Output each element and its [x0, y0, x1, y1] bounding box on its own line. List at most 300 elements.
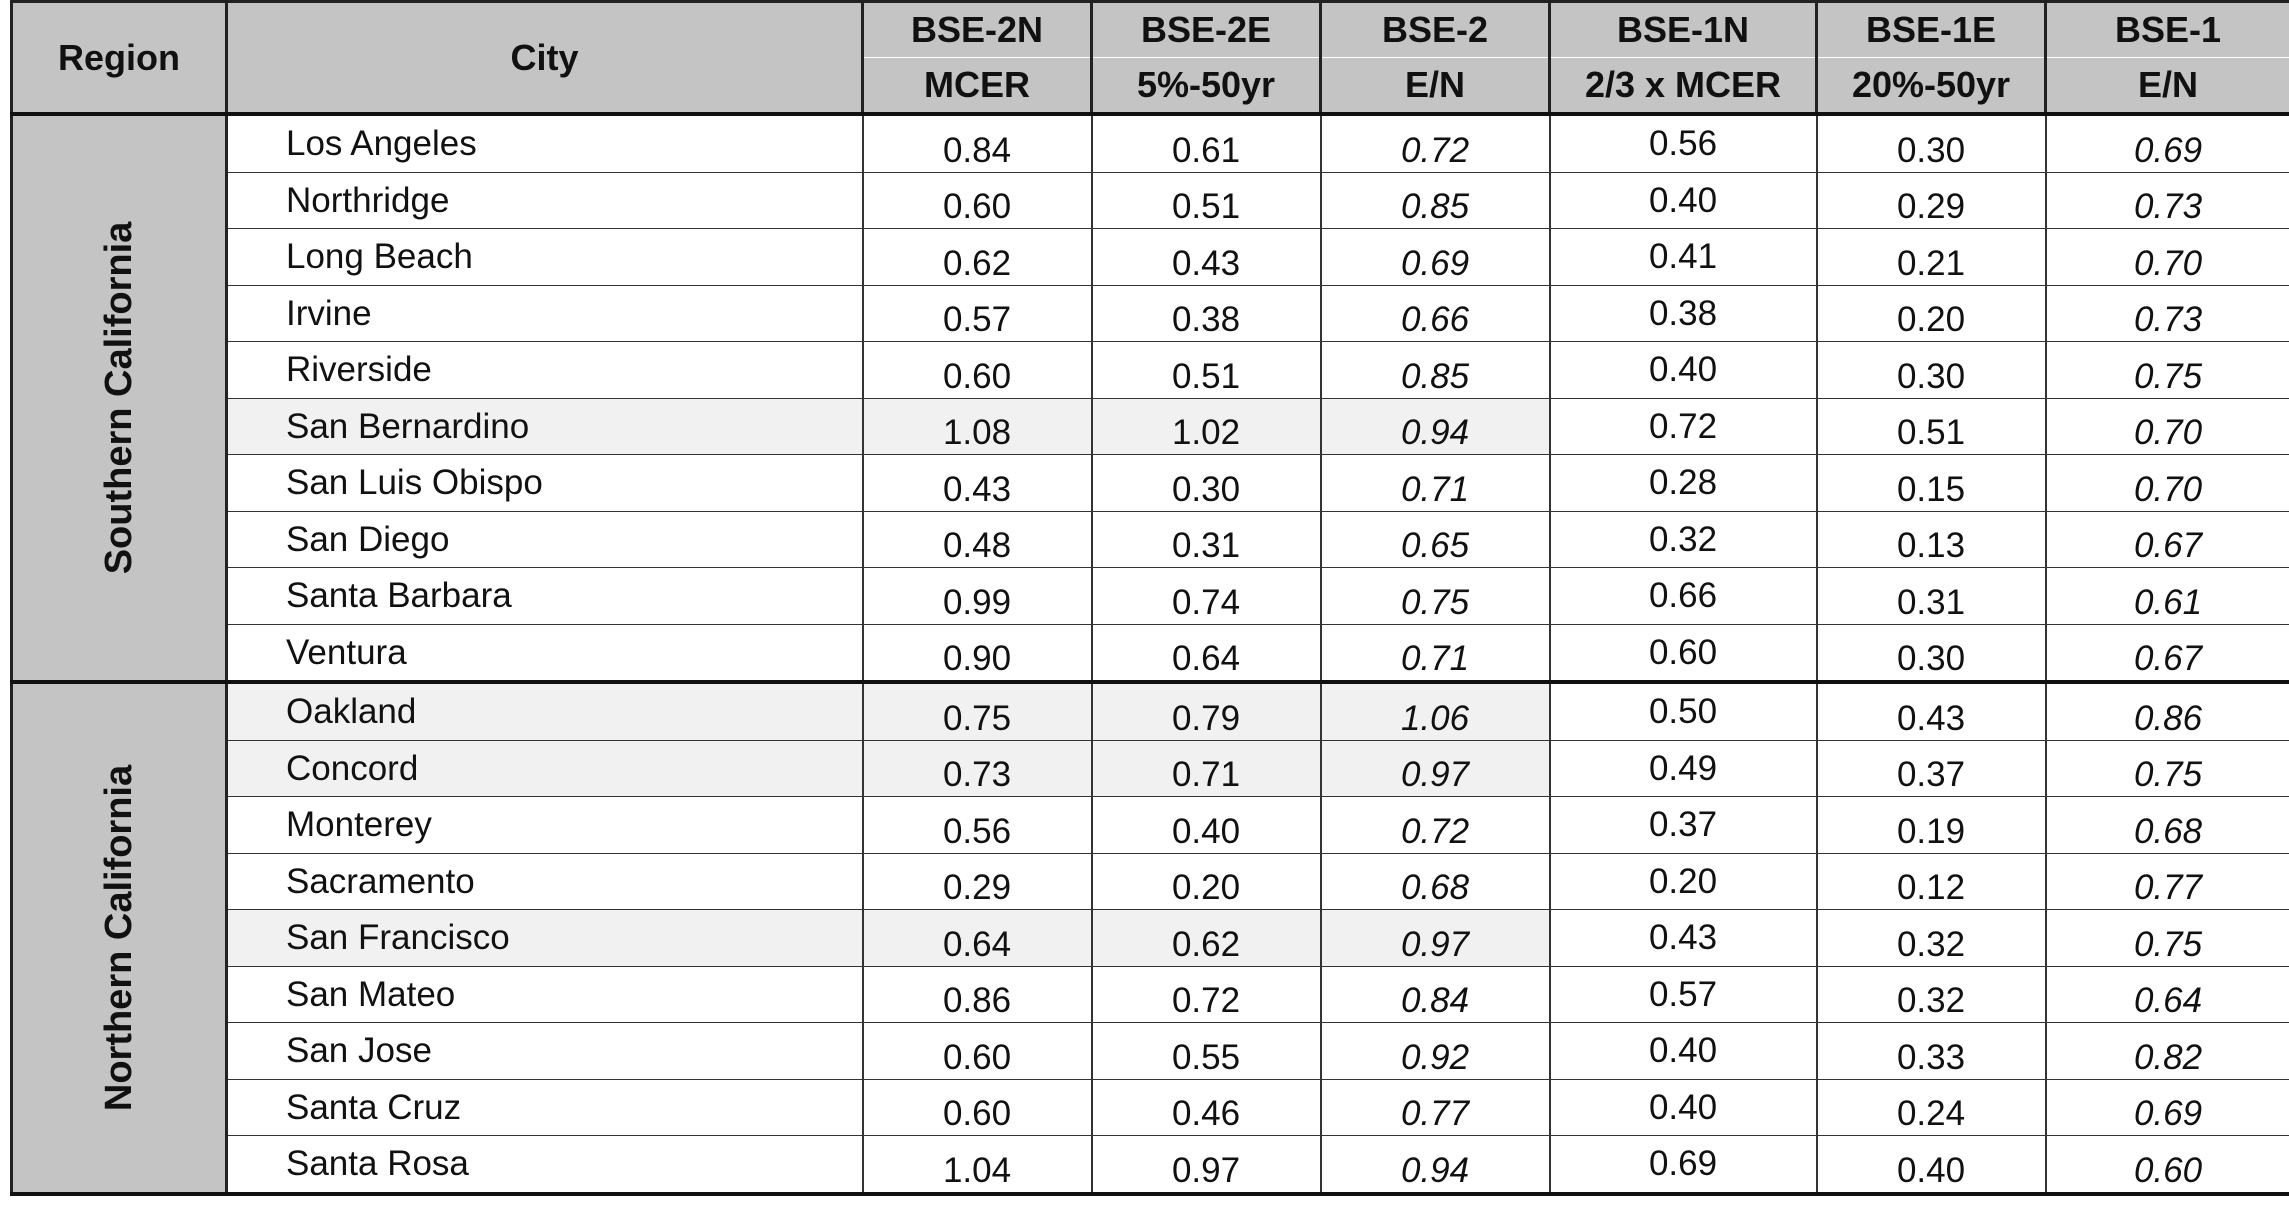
bse-1-ratio-cell	[2046, 740, 2289, 797]
bse-1n-cell	[1550, 285, 1817, 342]
cell-value: 0.79	[1171, 698, 1241, 738]
bse-1e-cell	[1817, 1136, 2046, 1194]
bse-2n-cell	[863, 1023, 1092, 1080]
cell-value: 0.60	[942, 1037, 1012, 1077]
cell-value: 0.71	[1400, 469, 1470, 509]
cell-value: 0.70	[2133, 413, 2203, 452]
cell-value: 0.48	[942, 526, 1012, 565]
table-row	[12, 1079, 2289, 1136]
cell-value: 0.19	[1896, 811, 1966, 851]
cell-value: 0.40	[1648, 180, 1718, 220]
cell-value: 0.97	[1171, 1150, 1241, 1190]
city-name: Santa Rosa	[286, 1144, 469, 1183]
cell-value: 0.46	[1171, 1094, 1241, 1133]
bse-1n-cell	[1550, 624, 1817, 682]
cell-value: 0.43	[942, 469, 1012, 509]
cell-value: 0.20	[1648, 861, 1718, 901]
city-name: Santa Cruz	[286, 1087, 462, 1127]
bse-2n-cell	[863, 910, 1092, 967]
bse-1e-cell	[1817, 910, 2046, 967]
bse-2e-cell	[1092, 455, 1321, 512]
bse-2n-cell	[863, 1136, 1092, 1194]
header-col-top: BSE-2N	[863, 2, 1092, 58]
city-cell	[227, 682, 863, 740]
cell-value: 0.72	[1648, 406, 1718, 446]
cell-value: 0.64	[1171, 639, 1241, 678]
bse-2n-cell	[863, 568, 1092, 625]
bse-1n-cell	[1550, 797, 1817, 854]
table-body	[12, 114, 2289, 1194]
bse-2e-cell	[1092, 342, 1321, 399]
cell-value: 0.71	[1171, 755, 1241, 794]
table-row	[12, 172, 2289, 229]
cell-value: 0.43	[1896, 698, 1966, 738]
cell-value: 0.99	[942, 582, 1012, 622]
table-row	[12, 853, 2289, 910]
bse-1e-cell	[1817, 797, 2046, 854]
cell-value: 0.75	[2133, 924, 2203, 964]
cell-value: 0.32	[1896, 924, 1966, 964]
table-row	[12, 682, 2289, 740]
bse-2n-cell	[863, 682, 1092, 740]
bse-1n-cell	[1550, 398, 1817, 455]
cell-value: 0.77	[2133, 868, 2203, 907]
city-name: Oakland	[286, 692, 417, 731]
region-label: Northern California	[98, 764, 140, 1111]
city-cell	[227, 797, 863, 854]
bse-2-ratio-cell	[1321, 511, 1550, 568]
header-region: Region	[12, 2, 227, 115]
header-col-bottom: 2/3 x MCER	[1550, 58, 1817, 115]
cell-value: 0.38	[1171, 300, 1241, 339]
bse-2-ratio-cell	[1321, 1136, 1550, 1194]
bse-1n-cell	[1550, 682, 1817, 740]
bse-1n-cell	[1550, 342, 1817, 399]
city-name: San Diego	[286, 519, 450, 559]
bse-1-ratio-cell	[2046, 511, 2289, 568]
city-cell	[227, 624, 863, 682]
bse-2e-cell	[1092, 682, 1321, 740]
region-label: Southern California	[98, 221, 140, 575]
cell-value: 0.75	[1400, 582, 1470, 622]
bse-2-ratio-cell	[1321, 114, 1550, 172]
city-name: Los Angeles	[286, 124, 477, 163]
header-col-top: BSE-2E	[1092, 2, 1321, 58]
cell-value: 0.40	[1896, 1150, 1966, 1190]
cell-value: 0.31	[1171, 526, 1241, 565]
bse-2-ratio-cell	[1321, 797, 1550, 854]
table-row	[12, 1136, 2289, 1194]
cell-value: 0.69	[1648, 1144, 1718, 1183]
table-row	[12, 342, 2289, 399]
table-row	[12, 114, 2289, 172]
bse-2n-cell	[863, 285, 1092, 342]
cell-value: 0.29	[942, 868, 1012, 907]
city-cell	[227, 114, 863, 172]
cell-value: 0.84	[1400, 981, 1470, 1020]
city-name: Sacramento	[286, 861, 475, 901]
cell-value: 0.75	[942, 698, 1012, 738]
bse-1e-cell	[1817, 682, 2046, 740]
header-col-bottom: E/N	[1321, 58, 1550, 115]
cell-value: 0.32	[1896, 981, 1966, 1020]
city-name: Long Beach	[286, 237, 473, 276]
bse-1-ratio-cell	[2046, 1136, 2289, 1194]
bse-2n-cell	[863, 853, 1092, 910]
cell-value: 0.61	[1171, 130, 1241, 170]
cell-value: 0.82	[2133, 1037, 2203, 1077]
bse-1n-cell	[1550, 910, 1817, 967]
bse-1e-cell	[1817, 114, 2046, 172]
bse-2n-cell	[863, 398, 1092, 455]
table-row	[12, 740, 2289, 797]
city-cell	[227, 342, 863, 399]
city-name: Northridge	[286, 180, 450, 220]
cell-value: 0.51	[1171, 356, 1241, 396]
bse-2-ratio-cell	[1321, 740, 1550, 797]
cell-value: 0.75	[2133, 356, 2203, 396]
bse-2e-cell	[1092, 511, 1321, 568]
cell-value: 0.37	[1896, 755, 1966, 794]
city-name: Santa Barbara	[286, 576, 512, 615]
bse-1e-cell	[1817, 455, 2046, 512]
bse-2n-cell	[863, 229, 1092, 286]
table-row	[12, 966, 2289, 1023]
bse-1e-cell	[1817, 1079, 2046, 1136]
table-row	[12, 229, 2289, 286]
cell-value: 0.64	[942, 924, 1012, 964]
city-name: San Luis Obispo	[286, 463, 543, 502]
table-header	[12, 2, 2289, 115]
cell-value: 0.84	[942, 130, 1012, 170]
bse-2e-cell	[1092, 114, 1321, 172]
bse-2n-cell	[863, 740, 1092, 797]
city-name: San Bernardino	[286, 406, 530, 446]
bse-2n-cell	[863, 1079, 1092, 1136]
cell-value: 0.56	[942, 811, 1012, 851]
cell-value: 0.90	[942, 639, 1012, 678]
bse-1e-cell	[1817, 1023, 2046, 1080]
cell-value: 0.61	[2133, 582, 2203, 622]
city-name: San Francisco	[286, 918, 510, 957]
cell-value: 0.85	[1400, 356, 1470, 396]
bse-1n-cell	[1550, 511, 1817, 568]
city-name: Concord	[286, 748, 419, 788]
cell-value: 0.12	[1896, 868, 1966, 907]
bse-2e-cell	[1092, 398, 1321, 455]
bse-2-ratio-cell	[1321, 398, 1550, 455]
seismic-ratio-table	[10, 0, 2289, 1196]
cell-value: 0.62	[1171, 924, 1241, 964]
city-cell	[227, 285, 863, 342]
bse-2-ratio-cell	[1321, 624, 1550, 682]
table-row	[12, 910, 2289, 967]
cell-value: 0.41	[1648, 237, 1718, 276]
bse-2e-cell	[1092, 229, 1321, 286]
region-cell	[12, 682, 227, 1194]
bse-2e-cell	[1092, 1023, 1321, 1080]
bse-1n-cell	[1550, 114, 1817, 172]
bse-1-ratio-cell	[2046, 172, 2289, 229]
cell-value: 0.30	[1896, 130, 1966, 170]
cell-value: 0.68	[2133, 811, 2203, 851]
cell-value: 0.30	[1896, 356, 1966, 396]
cell-value: 0.73	[942, 755, 1012, 794]
bse-2e-cell	[1092, 966, 1321, 1023]
cell-value: 0.60	[942, 356, 1012, 396]
city-cell	[227, 172, 863, 229]
cell-value: 0.85	[1400, 187, 1470, 226]
bse-1e-cell	[1817, 172, 2046, 229]
cell-value: 0.94	[1400, 1150, 1470, 1190]
bse-1-ratio-cell	[2046, 114, 2289, 172]
cell-value: 0.40	[1648, 1087, 1718, 1127]
bse-2-ratio-cell	[1321, 455, 1550, 512]
cell-value: 0.38	[1648, 293, 1718, 333]
city-name: San Jose	[286, 1031, 432, 1070]
cell-value: 0.97	[1400, 755, 1470, 794]
table-row	[12, 455, 2289, 512]
cell-value: 0.60	[2133, 1150, 2203, 1190]
cell-value: 0.43	[1171, 243, 1241, 283]
bse-1-ratio-cell	[2046, 853, 2289, 910]
bse-1e-cell	[1817, 511, 2046, 568]
bse-2-ratio-cell	[1321, 342, 1550, 399]
bse-1n-cell	[1550, 966, 1817, 1023]
bse-2-ratio-cell	[1321, 853, 1550, 910]
cell-value: 0.50	[1648, 692, 1718, 731]
bse-2n-cell	[863, 797, 1092, 854]
city-cell	[227, 910, 863, 967]
cell-value: 0.73	[2133, 300, 2203, 339]
table-row	[12, 398, 2289, 455]
cell-value: 0.69	[1400, 243, 1470, 283]
cell-value: 0.33	[1896, 1037, 1966, 1077]
bse-2e-cell	[1092, 797, 1321, 854]
city-cell	[227, 853, 863, 910]
bse-1-ratio-cell	[2046, 797, 2289, 854]
bse-2-ratio-cell	[1321, 172, 1550, 229]
table-row	[12, 511, 2289, 568]
bse-1-ratio-cell	[2046, 568, 2289, 625]
header-col-top: BSE-1	[2046, 2, 2289, 58]
bse-1n-cell	[1550, 1136, 1817, 1194]
cell-value: 0.94	[1400, 413, 1470, 452]
cell-value: 0.60	[1648, 632, 1718, 672]
bse-1e-cell	[1817, 740, 2046, 797]
cell-value: 0.51	[1896, 413, 1966, 452]
cell-value: 0.70	[2133, 469, 2203, 509]
bse-2-ratio-cell	[1321, 1023, 1550, 1080]
cell-value: 0.20	[1171, 868, 1241, 907]
city-name: Riverside	[286, 350, 432, 389]
bse-1n-cell	[1550, 568, 1817, 625]
cell-value: 0.86	[942, 981, 1012, 1020]
header-row-top	[12, 2, 2289, 58]
bse-2e-cell	[1092, 568, 1321, 625]
bse-1e-cell	[1817, 624, 2046, 682]
bse-2n-cell	[863, 172, 1092, 229]
cell-value: 0.86	[2133, 698, 2203, 738]
seismic-ratio-table-container	[10, 0, 2289, 1210]
cell-value: 0.72	[1400, 811, 1470, 851]
cell-value: 0.40	[1171, 811, 1241, 851]
cell-value: 0.67	[2133, 526, 2203, 565]
bse-1-ratio-cell	[2046, 966, 2289, 1023]
bse-1n-cell	[1550, 229, 1817, 286]
bse-1n-cell	[1550, 853, 1817, 910]
bse-1-ratio-cell	[2046, 1079, 2289, 1136]
cell-value: 0.51	[1171, 187, 1241, 226]
cell-value: 0.21	[1896, 243, 1966, 283]
cell-value: 0.60	[942, 1094, 1012, 1133]
header-col-bottom: E/N	[2046, 58, 2289, 115]
city-cell	[227, 1079, 863, 1136]
city-cell	[227, 568, 863, 625]
city-cell	[227, 455, 863, 512]
cell-value: 0.92	[1400, 1037, 1470, 1077]
bse-2e-cell	[1092, 1136, 1321, 1194]
bse-2-ratio-cell	[1321, 1079, 1550, 1136]
bse-1-ratio-cell	[2046, 1023, 2289, 1080]
bse-1n-cell	[1550, 1079, 1817, 1136]
table-row	[12, 1023, 2289, 1080]
bse-2n-cell	[863, 966, 1092, 1023]
bse-1e-cell	[1817, 853, 2046, 910]
bse-2e-cell	[1092, 740, 1321, 797]
city-cell	[227, 740, 863, 797]
bse-1-ratio-cell	[2046, 398, 2289, 455]
cell-value: 0.66	[1648, 576, 1718, 615]
cell-value: 0.24	[1896, 1094, 1966, 1133]
cell-value: 0.72	[1400, 130, 1470, 170]
cell-value: 0.49	[1648, 748, 1718, 788]
bse-1e-cell	[1817, 342, 2046, 399]
bse-2n-cell	[863, 511, 1092, 568]
city-cell	[227, 1136, 863, 1194]
cell-value: 0.31	[1896, 582, 1966, 622]
city-name: Monterey	[286, 805, 432, 844]
cell-value: 0.65	[1400, 526, 1470, 565]
cell-value: 0.64	[2133, 981, 2203, 1020]
bse-2e-cell	[1092, 285, 1321, 342]
bse-2e-cell	[1092, 853, 1321, 910]
bse-1e-cell	[1817, 568, 2046, 625]
cell-value: 0.72	[1171, 981, 1241, 1020]
cell-value: 0.55	[1171, 1037, 1241, 1077]
bse-1n-cell	[1550, 740, 1817, 797]
bse-2e-cell	[1092, 172, 1321, 229]
header-col-bottom: 20%-50yr	[1817, 58, 2046, 115]
header-col-bottom: 5%-50yr	[1092, 58, 1321, 115]
bse-2e-cell	[1092, 624, 1321, 682]
city-name: Irvine	[286, 293, 372, 333]
city-name: San Mateo	[286, 974, 456, 1014]
bse-2e-cell	[1092, 910, 1321, 967]
bse-2-ratio-cell	[1321, 966, 1550, 1023]
cell-value: 0.69	[2133, 1094, 2203, 1133]
bse-1-ratio-cell	[2046, 342, 2289, 399]
bse-2n-cell	[863, 342, 1092, 399]
header-city: City	[227, 2, 863, 115]
bse-1n-cell	[1550, 1023, 1817, 1080]
cell-value: 0.40	[1648, 1031, 1718, 1070]
bse-1-ratio-cell	[2046, 624, 2289, 682]
table-row	[12, 624, 2289, 682]
cell-value: 0.20	[1896, 300, 1966, 339]
city-cell	[227, 511, 863, 568]
cell-value: 0.40	[1648, 350, 1718, 389]
bse-1-ratio-cell	[2046, 229, 2289, 286]
cell-value: 1.04	[942, 1150, 1012, 1190]
city-cell	[227, 1023, 863, 1080]
bse-2-ratio-cell	[1321, 229, 1550, 286]
cell-value: 0.74	[1171, 582, 1241, 622]
header-col-bottom: MCER	[863, 58, 1092, 115]
cell-value: 0.30	[1896, 639, 1966, 678]
city-cell	[227, 398, 863, 455]
region-cell	[12, 114, 227, 682]
cell-value: 1.08	[942, 413, 1012, 452]
bse-2-ratio-cell	[1321, 682, 1550, 740]
cell-value: 0.77	[1400, 1094, 1470, 1133]
bse-2e-cell	[1092, 1079, 1321, 1136]
cell-value: 0.29	[1896, 187, 1966, 226]
cell-value: 0.60	[942, 187, 1012, 226]
bse-1e-cell	[1817, 285, 2046, 342]
cell-value: 0.70	[2133, 243, 2203, 283]
bse-1n-cell	[1550, 455, 1817, 512]
header-col-top: BSE-1N	[1550, 2, 1817, 58]
table-row	[12, 568, 2289, 625]
table-row	[12, 797, 2289, 854]
cell-value: 0.32	[1648, 519, 1718, 559]
cell-value: 0.62	[942, 243, 1012, 283]
cell-value: 0.57	[1648, 974, 1718, 1014]
bse-2n-cell	[863, 114, 1092, 172]
cell-value: 0.67	[2133, 639, 2203, 678]
cell-value: 0.37	[1648, 805, 1718, 844]
cell-value: 0.57	[942, 300, 1012, 339]
bse-2-ratio-cell	[1321, 910, 1550, 967]
cell-value: 0.30	[1171, 469, 1241, 509]
city-cell	[227, 966, 863, 1023]
header-col-top: BSE-2	[1321, 2, 1550, 58]
bse-1e-cell	[1817, 229, 2046, 286]
bse-2n-cell	[863, 455, 1092, 512]
cell-value: 0.13	[1896, 526, 1966, 565]
cell-value: 0.73	[2133, 187, 2203, 226]
cell-value: 0.43	[1648, 918, 1718, 957]
bse-1n-cell	[1550, 172, 1817, 229]
bse-1-ratio-cell	[2046, 455, 2289, 512]
cell-value: 0.97	[1400, 924, 1470, 964]
bse-2n-cell	[863, 624, 1092, 682]
bse-1-ratio-cell	[2046, 910, 2289, 967]
cell-value: 0.15	[1896, 469, 1966, 509]
cell-value: 1.06	[1400, 698, 1470, 738]
cell-value: 0.69	[2133, 130, 2203, 170]
cell-value: 1.02	[1171, 413, 1241, 452]
cell-value: 0.71	[1400, 639, 1470, 678]
bse-1e-cell	[1817, 398, 2046, 455]
cell-value: 0.56	[1648, 124, 1718, 163]
bse-1-ratio-cell	[2046, 682, 2289, 740]
city-cell	[227, 229, 863, 286]
header-col-top: BSE-1E	[1817, 2, 2046, 58]
cell-value: 0.75	[2133, 755, 2203, 794]
bse-2-ratio-cell	[1321, 568, 1550, 625]
